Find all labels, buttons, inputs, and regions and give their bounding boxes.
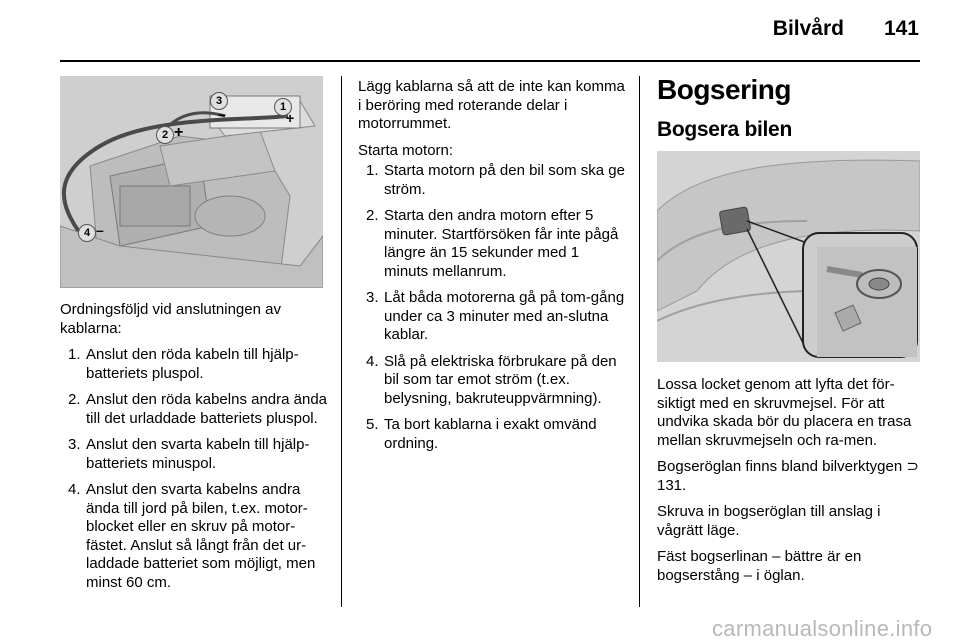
list-item: 2. Anslut den röda kabelns andra ända till det urladdade batteriets pluspol. xyxy=(68,391,328,427)
column-2 xyxy=(358,78,626,461)
list-item: 3. Låt båda motorerna gå på tom-gång under ca 3 minuter med an-slutna kablar. xyxy=(366,289,625,343)
minus-icon: – xyxy=(96,222,104,238)
plus-icon: + xyxy=(286,110,295,126)
section-title: Bilvård xyxy=(772,17,844,40)
cable-routing-note: Lägg kablarna så att de inte kan komma i beröring med roterande delar i motorrummet. xyxy=(358,78,625,132)
header-rule xyxy=(60,60,920,62)
column-divider-2 xyxy=(639,76,640,607)
tow-eye-drawing xyxy=(657,151,920,362)
callout-1: 1 xyxy=(274,98,292,116)
remove-cover-paragraph: Lossa locket genom att lyfta det för-siktigt med en skruvmejsel. För att undvika skada bör du placera en trasa mellan skruvmejseln och ra-men. xyxy=(657,376,912,449)
start-engine-label: Starta motorn: xyxy=(358,141,454,159)
jump-start-illustration xyxy=(60,76,323,288)
callout-2: 2 xyxy=(156,126,174,144)
plus-icon: + xyxy=(174,124,184,141)
list-item: 5. Ta bort kablarna i exakt omvänd ordning. xyxy=(366,416,597,452)
list-item: 1. Anslut den röda kabeln till hjälp-batteriets pluspol. xyxy=(68,346,299,382)
list-item: 4. Anslut den svarta kabelns andra ända till jord på bilen, t.ex. motor-blocket eller en skruv på motor-fästet. Anslut så långt från det ur-laddade batteriet som möjligt, men minst 60 cm. xyxy=(68,481,316,591)
list-item: 3. Anslut den svarta kabeln till hjälp-batteriets minuspol. xyxy=(68,436,310,472)
page-number: 141 xyxy=(883,17,919,40)
tow-eye-location-paragraph: Bogseröglan finns bland bilverktygen ⊃ 131. xyxy=(657,458,919,494)
list-item: 1. Starta motorn på den bil som ska ge ström. xyxy=(366,162,625,198)
minus-icon: – xyxy=(218,106,226,122)
callout-3: 3 xyxy=(210,92,228,110)
section-heading: Bogsering xyxy=(657,74,791,105)
list-item: 2. Starta den andra motorn efter 5 minuter. Startförsöken får inte pågå längre än 15 sekunder med 1 minuts mellanrum. xyxy=(366,207,619,280)
screw-in-paragraph: Skruva in bogseröglan till anslag i vågrätt läge. xyxy=(657,503,881,539)
column-3-text xyxy=(657,376,925,593)
subsection-heading: Bogsera bilen xyxy=(657,118,792,141)
start-steps-list xyxy=(358,162,626,453)
watermark: carmanualsonline.info xyxy=(712,616,933,641)
callout-4: 4 xyxy=(78,224,96,242)
tow-eye-illustration xyxy=(657,151,920,362)
column-1 xyxy=(60,301,328,600)
column-divider-1 xyxy=(341,76,342,607)
page-header xyxy=(0,0,960,60)
attach-towline-paragraph: Fäst bogserlinan – bättre är en bogserstång – i öglan. xyxy=(657,548,862,584)
connection-steps-list xyxy=(60,346,328,592)
list-item: 4. Slå på elektriska förbrukare på den bil som tar emot ström (t.ex. belysning, bakruteuppvärmning). xyxy=(366,352,617,407)
connection-order-intro: Ordningsföljd vid anslutningen av kablarna: xyxy=(60,301,281,337)
